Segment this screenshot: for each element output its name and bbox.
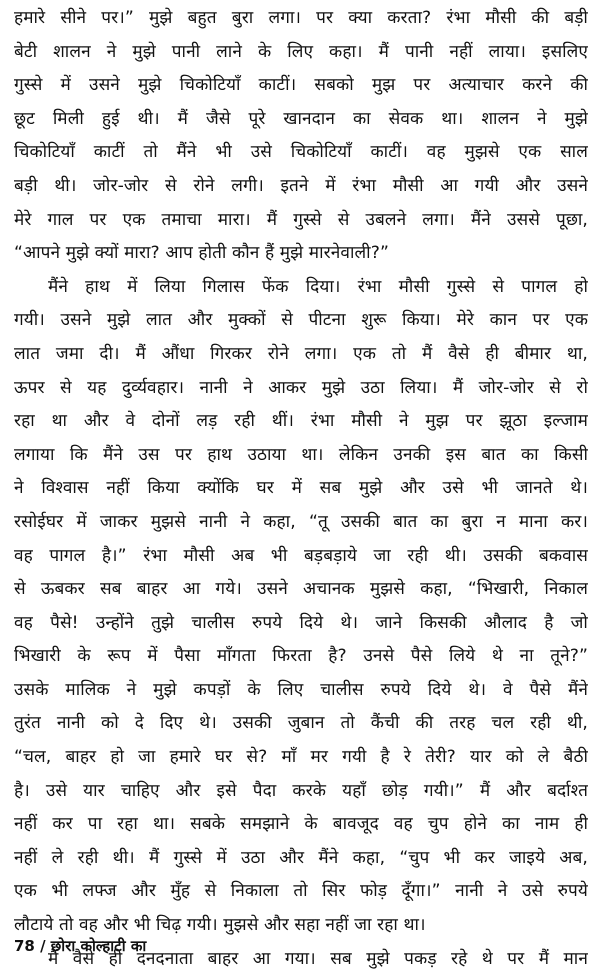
text-line: वह पैसे! उन्होंने तुझे चालीस रुपये दिये थे। जाने किसकी औलाद है जो — [14, 612, 588, 633]
text-line: लात जमा दी। मैं औंधा गिरकर रोने लगा। एक तो मैं वैसे ही बीमार था, — [14, 343, 588, 364]
text-line: है। उसे यार चाहिए और इसे पैदा करके यहाँ छोड़ गयी।” मैं और बर्दाश्त — [14, 780, 588, 801]
text-line: बेटी शालन ने मुझे पानी लाने के लिए कहा। मैं पानी नहीं लाया। इसलिए — [14, 41, 588, 62]
text-line: नहीं ले रही थी। मैं गुस्से में उठा और मैंने कहा, “चुप भी कर जाइये अब, — [14, 847, 588, 868]
text-line: “चल, बाहर हो जा हमारे घर से? माँ मर गयी है रे तेरी? यार को ले बैठी — [14, 747, 588, 768]
text-line: नहीं कर पा रहा था। सबके समझाने के बावजूद वह चुप होने का नाम ही — [14, 814, 588, 835]
text-line: छूट मिली हुई थी। मैं जैसे पूरे खानदान का सेवक था। शालन ने मुझे — [14, 108, 588, 129]
text-line: ऊपर से यह दुर्व्यवहार। नानी ने आकर मुझे उठा लिया। मैं जोर-जोर से रो — [14, 377, 588, 398]
paragraph-first-line: मैं वैसे ही दनदनाता बाहर आ गया। सब मुझे पकड़ रहे थे पर मैं मान — [48, 948, 588, 969]
text-line: तुरंत नानी को दे दिए थे। उसकी जुबान तो कैंची की तरह चल रही थी, — [14, 713, 588, 734]
text-line: बड़ी थी। जोर-जोर से रोने लगी। इतने में रंभा मौसी आ गयी और उसने — [14, 175, 588, 196]
text-line: गयी। उसने मुझे लात और मुक्कों से पीटना शुरू किया। मेरे कान पर एक — [14, 310, 588, 331]
text-line: “आपने मुझे क्यों मारा? आप होती कौन हैं मुझे मारनेवाली?” — [14, 243, 389, 264]
text-line: गुस्से में उसने मुझे चिकोटियाँ काटीं। सबको मुझ पर अत्याचार करने की — [14, 75, 588, 96]
text-line: लौटाये तो वह और भी चिढ़ गयी। मुझसे और सहा नहीं जा रहा था। — [14, 915, 426, 936]
text-line: मेरे गाल पर एक तमाचा मारा। मैं गुस्से से उबलने लगा। मैंने उससे पूछा, — [14, 209, 588, 230]
page-body-text — [14, 2, 588, 976]
paragraph-first-line: मैंने हाथ में लिया गिलास फेंक दिया। रंभा मौसी गुस्से से पागल हो — [48, 276, 588, 297]
text-line: एक भी लफ्ज और मुँह से निकाला तो सिर फोड़ दूँगा।” नानी ने उसे रुपये — [14, 881, 588, 902]
text-line: वह पागल है।” रंभा मौसी अब भी बड़बड़ाये जा रही थी। उसकी बकवास — [14, 545, 588, 566]
text-line: भिखारी के रूप में पैसा माँगता फिरता है? उनसे पैसे लिये थे ना तूने?” — [14, 646, 588, 667]
text-line: उसके मालिक ने मुझे कपड़ों के लिए चालीस रुपये दिये थे। वे पैसे मैंने — [14, 679, 588, 700]
text-line: ने विश्वास नहीं किया क्योंकि घर में सब मुझे और उसे भी जानते थे। — [14, 478, 588, 499]
text-line: चिकोटियाँ काटीं तो मैंने भी उसे चिकोटियाँ काटीं। वह मुझसे एक साल — [14, 142, 588, 163]
text-line: रसोईघर में जाकर मुझसे नानी ने कहा, “तू उसकी बात का बुरा न माना कर। — [14, 511, 588, 532]
page-footer: 78 / छोरा कोल्हाटी का — [14, 937, 147, 955]
text-line: हमारे सीने पर।” मुझे बहुत बुरा लगा। पर क्या करता? रंभा मौसी की बड़ी — [14, 8, 588, 28]
text-line: से ऊबकर सब बाहर आ गये। उसने अचानक मुझसे कहा, “भिखारी, निकाल — [14, 579, 588, 600]
text-line: रहा था और वे दोनों लड़ रही थीं। रंभा मौसी ने मुझ पर झूठा इल्जाम — [14, 411, 588, 432]
text-line: लगाया कि मैंने उस पर हाथ उठाया था। लेकिन उनकी इस बात का किसी — [14, 444, 588, 465]
